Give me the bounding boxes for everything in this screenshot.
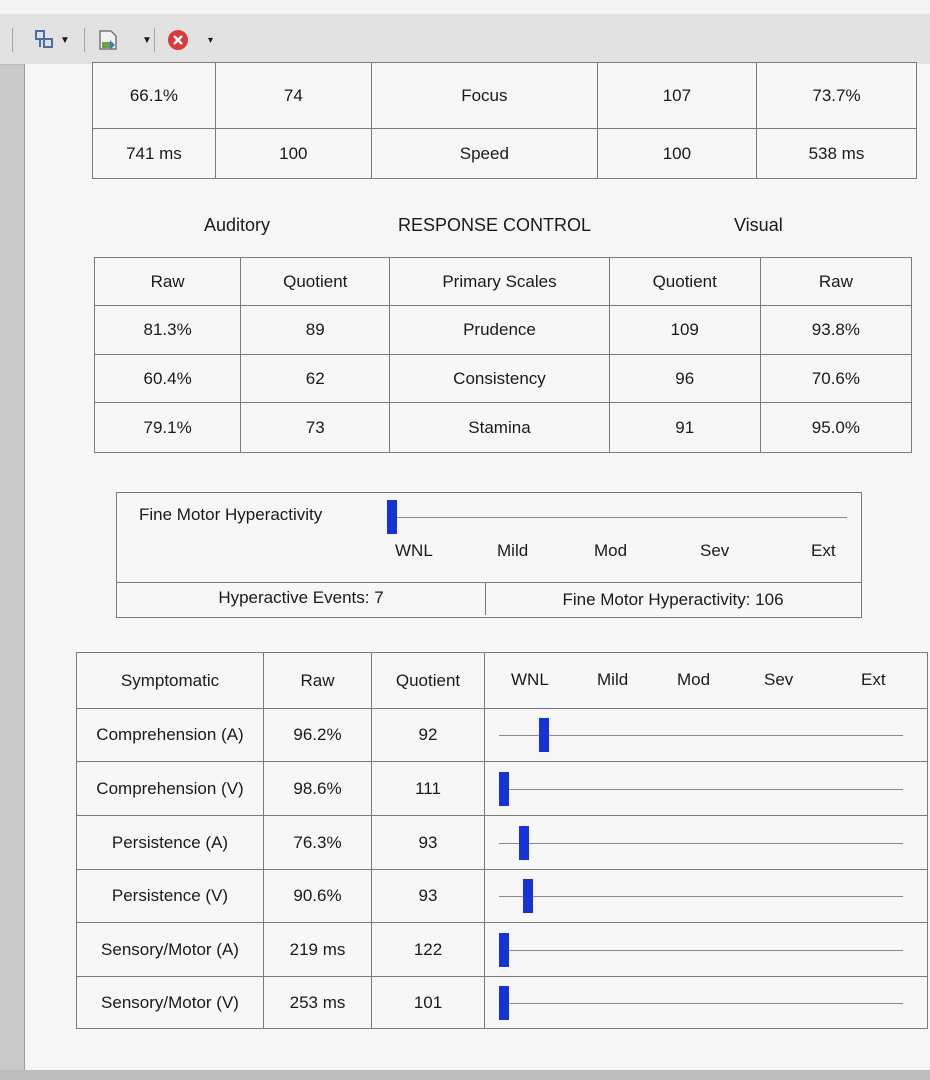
symptom-raw-cell: 90.6% <box>264 870 372 923</box>
symptom-name-cell: Persistence (V) <box>77 870 264 923</box>
toolbar-separator <box>12 28 13 52</box>
scale-label-ext: Ext <box>811 541 836 560</box>
symptom-bar-cell <box>485 816 928 870</box>
symptomatic-table <box>76 652 928 1029</box>
symptom-quotient-cell: 122 <box>372 923 485 977</box>
table-header-row <box>77 653 928 709</box>
table-row <box>93 129 917 179</box>
symptom-name-cell: Comprehension (A) <box>77 709 264 762</box>
fine-motor-summary <box>116 582 862 618</box>
aud-raw-cell: 741 ms <box>93 129 216 179</box>
level-track <box>499 789 903 790</box>
vis-raw-cell: 95.0% <box>760 403 911 453</box>
symptom-bar-cell <box>485 923 928 977</box>
level-marker <box>499 986 509 1020</box>
aud-raw-cell: 81.3% <box>95 306 241 355</box>
level-marker <box>499 772 509 806</box>
vis-quotient-cell: 91 <box>609 403 760 453</box>
fine-motor-title: Fine Motor Hyperactivity <box>139 505 323 524</box>
toolbar-separator <box>154 28 155 52</box>
aud-quotient-cell: 62 <box>241 355 390 403</box>
report-button[interactable] <box>34 28 70 52</box>
response-control-title: RESPONSE CONTROL <box>398 215 592 235</box>
close-circle-icon <box>166 28 190 52</box>
symptom-quotient-cell: 93 <box>372 870 485 923</box>
header-quotient: Quotient <box>372 653 485 709</box>
symptom-name-cell: Persistence (A) <box>77 816 264 870</box>
chevron-down-icon[interactable]: ▾ <box>208 34 214 46</box>
header-raw: Raw <box>95 258 241 306</box>
table-row <box>93 63 917 129</box>
window-bottom-strip <box>0 1070 930 1080</box>
scale-label-mod: Mod <box>677 670 711 689</box>
symptom-bar-cell <box>485 977 928 1029</box>
close-report-button[interactable] <box>166 28 213 52</box>
vis-raw-cell: 73.7% <box>756 63 916 129</box>
level-track <box>499 950 903 951</box>
symptom-name-cell: Sensory/Motor (V) <box>77 977 264 1029</box>
level-track <box>499 896 903 897</box>
table-row <box>95 355 912 403</box>
table-row <box>77 816 928 870</box>
level-track <box>499 735 903 736</box>
table-row <box>77 870 928 923</box>
symptom-bar-cell <box>485 870 928 923</box>
scale-label-wnl: WNL <box>511 670 549 689</box>
table-header-row <box>95 258 912 306</box>
level-track <box>499 1003 903 1004</box>
vis-quotient-cell: 107 <box>597 63 756 129</box>
hyperactive-events: Hyperactive Events: 7 <box>117 583 486 615</box>
table-row <box>77 923 928 977</box>
fine-motor-score: Fine Motor Hyperactivity: 106 <box>562 590 784 609</box>
symptom-name-cell: Sensory/Motor (A) <box>77 923 264 977</box>
table-row <box>95 403 912 453</box>
vis-raw-cell: 93.8% <box>760 306 911 355</box>
symptom-quotient-cell: 93 <box>372 816 485 870</box>
export-icon <box>96 28 120 52</box>
header-raw: Raw <box>760 258 911 306</box>
symptom-quotient-cell: 92 <box>372 709 485 762</box>
symptom-raw-cell: 98.6% <box>264 762 372 816</box>
level-marker <box>523 879 533 913</box>
scale-name-cell: Focus <box>371 63 597 129</box>
vis-raw-cell: 70.6% <box>760 355 911 403</box>
header-scale <box>485 653 928 709</box>
vis-quotient-cell: 96 <box>609 355 760 403</box>
fine-motor-panel <box>116 492 862 584</box>
vis-quotient-cell: 100 <box>597 129 756 179</box>
window-top-strip <box>0 0 930 14</box>
symptom-name-cell: Comprehension (V) <box>77 762 264 816</box>
export-button[interactable] <box>96 28 152 52</box>
symptom-raw-cell: 76.3% <box>264 816 372 870</box>
visual-label: Visual <box>734 215 783 235</box>
scale-label-wnl: WNL <box>395 541 433 560</box>
scale-name-cell: Prudence <box>390 306 609 355</box>
response-control-table <box>94 257 912 453</box>
symptom-raw-cell: 219 ms <box>264 923 372 977</box>
auditory-label: Auditory <box>204 215 271 235</box>
scale-label-sev: Sev <box>700 541 730 560</box>
table-row <box>77 762 928 816</box>
fine-motor-track <box>387 517 847 518</box>
aud-raw-cell: 66.1% <box>93 63 216 129</box>
chevron-down-icon[interactable]: ▼ <box>142 34 152 46</box>
scale-label-ext: Ext <box>861 670 886 689</box>
level-marker <box>499 933 509 967</box>
symptom-bar-cell <box>485 762 928 816</box>
toolbar-separator <box>84 28 85 52</box>
fine-motor-level-marker <box>387 500 397 534</box>
scale-label-mild: Mild <box>497 541 529 560</box>
scale-label-mild: Mild <box>597 670 629 689</box>
table-row <box>77 709 928 762</box>
scale-name-cell: Speed <box>371 129 597 179</box>
aud-quotient-cell: 74 <box>215 63 371 129</box>
scale-name-cell: Stamina <box>390 403 609 453</box>
aud-quotient-cell: 100 <box>215 129 371 179</box>
symptom-bar-cell <box>485 709 928 762</box>
aud-raw-cell: 79.1% <box>95 403 241 453</box>
symptom-raw-cell: 253 ms <box>264 977 372 1029</box>
header-symptomatic: Symptomatic <box>77 653 264 709</box>
level-marker <box>539 718 549 752</box>
header-raw: Raw <box>264 653 372 709</box>
aud-quotient-cell: 89 <box>241 306 390 355</box>
level-marker <box>519 826 529 860</box>
attention-table <box>92 62 917 179</box>
scale-label-sev: Sev <box>764 670 794 689</box>
symptom-quotient-cell: 101 <box>372 977 485 1029</box>
header-quotient: Quotient <box>609 258 760 306</box>
vis-raw-cell: 538 ms <box>756 129 916 179</box>
report-icon <box>34 29 56 51</box>
level-track <box>499 843 903 844</box>
toolbar <box>0 14 930 65</box>
table-row <box>95 306 912 355</box>
aud-quotient-cell: 73 <box>241 403 390 453</box>
vis-quotient-cell: 109 <box>609 306 760 355</box>
aud-raw-cell: 60.4% <box>95 355 241 403</box>
scale-label-mod: Mod <box>594 541 628 560</box>
symptom-raw-cell: 96.2% <box>264 709 372 762</box>
header-primary-scales: Primary Scales <box>390 258 609 306</box>
symptom-quotient-cell: 111 <box>372 762 485 816</box>
header-quotient: Quotient <box>241 258 390 306</box>
table-row <box>77 977 928 1029</box>
chevron-down-icon[interactable]: ▼ <box>60 34 70 46</box>
scale-name-cell: Consistency <box>390 355 609 403</box>
